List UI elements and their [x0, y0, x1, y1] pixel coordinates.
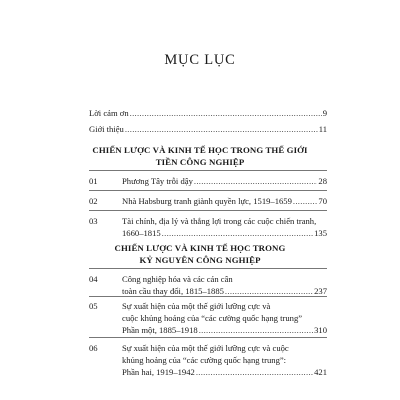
section-heading-line: CHIẾN LƯỢC VÀ KINH TẾ HỌC TRONG [114, 243, 286, 253]
divider [89, 190, 327, 191]
entry-page: 135 [314, 228, 327, 238]
chapter-number: 02 [89, 196, 98, 206]
chapter-number: 05 [89, 301, 98, 311]
entry-page: 310 [314, 325, 327, 335]
divider [89, 170, 327, 171]
divider [89, 210, 327, 211]
entry-page: 9 [322, 108, 327, 118]
toc-entry-chapter-05[interactable] [122, 300, 327, 336]
dot-leader [293, 195, 318, 207]
toc-entry-chapter-06[interactable] [122, 342, 327, 378]
entry-label: Phần một, 1885–1918 [122, 325, 198, 335]
entry-label: Công nghiệp hóa và các cán cân [122, 274, 233, 284]
dot-leader [196, 366, 313, 378]
toc-entry-chapter-03[interactable] [122, 215, 327, 239]
toc-entry-introduction[interactable] [89, 123, 327, 135]
toc-entry-chapter-02[interactable] [122, 195, 327, 207]
entry-label: Sự xuất hiện của một thế giới lưỡng cực và cuộc [122, 343, 289, 353]
dot-leader [194, 175, 318, 187]
chapter-number: 04 [89, 274, 98, 284]
section-heading-line: TIỀN CÔNG NGHIỆP [155, 157, 245, 167]
entry-label: khủng hoảng của “các cường quốc hạng trung”: [122, 355, 287, 365]
dot-leader [162, 227, 313, 239]
entry-label: Lời cảm ơn [89, 108, 129, 118]
entry-label: 1660–1815 [122, 228, 161, 238]
entry-page: 11 [318, 124, 327, 134]
dot-leader [199, 324, 313, 336]
dot-leader [130, 107, 322, 119]
entry-label: Phần hai, 1919–1942 [122, 367, 195, 377]
entry-page: 237 [314, 286, 327, 296]
entry-label: toàn cầu thay đổi, 1815–1885 [122, 286, 224, 296]
section-heading-line: KỶ NGUYÊN CÔNG NGHIỆP [139, 255, 261, 265]
toc-entry-chapter-01[interactable] [122, 175, 327, 187]
chapter-number: 01 [89, 176, 98, 186]
section-heading-line: CHIẾN LƯỢC VÀ KINH TẾ HỌC TRONG THẾ GIỚI [92, 145, 308, 155]
entry-label: cuộc khủng hoảng của “các cường quốc hạng trung” [122, 313, 303, 323]
section-heading-preindustrial [0, 144, 400, 168]
chapter-number: 03 [89, 216, 98, 226]
divider [89, 296, 327, 297]
entry-page: 421 [314, 367, 327, 377]
dot-leader [125, 123, 318, 135]
page-title: MỤC LỤC [164, 52, 236, 68]
entry-page: 70 [318, 196, 327, 206]
divider [89, 268, 327, 269]
entry-label: Giới thiệu [89, 124, 124, 134]
divider [89, 337, 327, 338]
section-heading-industrial [0, 242, 400, 266]
entry-page: 28 [318, 176, 327, 186]
entry-label: Nhà Habsburg tranh giành quyền lực, 1519–1659 [122, 196, 292, 206]
toc-entry-acknowledgements[interactable] [89, 107, 327, 119]
entry-label: Sự xuất hiện của một thế giới lưỡng cực và [122, 301, 271, 311]
toc-entry-chapter-04[interactable] [122, 273, 327, 297]
chapter-number: 06 [89, 343, 98, 353]
entry-label: Tài chính, địa lý và thắng lợi trong các cuộc chiến tranh, [122, 216, 317, 226]
entry-label: Phương Tây trỗi dậy [122, 176, 193, 186]
